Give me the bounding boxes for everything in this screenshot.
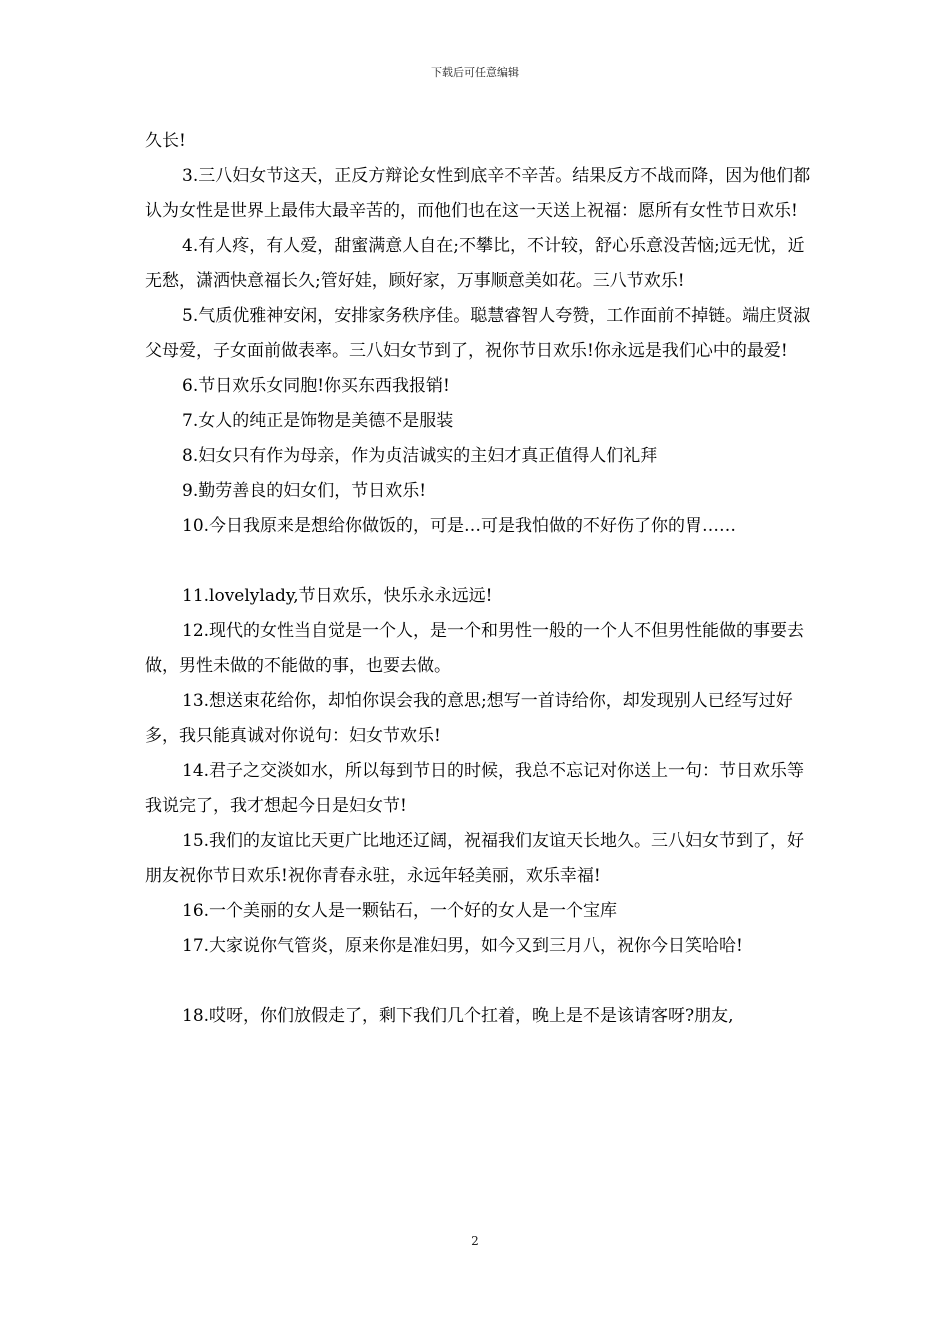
list-item-7: 7.女人的纯正是饰物是美德不是服装	[182, 411, 454, 431]
list-item-6: 6.节日欢乐女同胞!你买东西我报销!	[182, 376, 450, 396]
list-item-14: 14.君子之交淡如水，所以每到节日的时候，我总不忘记对你送上一句：节日欢乐等我说完了，我才想起今日是妇女节!	[145, 761, 805, 816]
list-item-10: 10.今日我原来是想给你做饭的，可是…可是我怕做的不好伤了你的胃……	[182, 516, 737, 536]
list-item-15: 15.我们的友谊比天更广比地还辽阔，祝福我们友谊天长地久。三八妇女节到了，好朋友祝你节日欢乐!祝你青春永驻，永远年轻美丽，欢乐幸福!	[145, 831, 805, 886]
list-item-8: 8.妇女只有作为母亲，作为贞洁诚实的主妇才真正值得人们礼拜	[182, 446, 658, 466]
list-item-9: 9.勤劳善良的妇女们，节日欢乐!	[182, 481, 427, 501]
list-item-11: 11.lovelylady,节日欢乐，快乐永永远远!	[182, 586, 493, 606]
list-item-16: 16.一个美丽的女人是一颗钻石，一个好的女人是一个宝库	[182, 901, 618, 921]
page-number: 2	[471, 1234, 479, 1248]
list-item-17: 17.大家说你气管炎，原来你是准妇男，如今又到三月八，祝你今日笑哈哈!	[182, 936, 743, 956]
list-item-12: 12.现代的女性当自觉是一个人，是一个和男性一般的一个人不但男性能做的事要去做，男性未做的不能做的事，也要去做。	[145, 621, 805, 676]
list-item-18: 18.哎呀，你们放假走了，剩下我们几个扛着，晚上是不是该请客呀?朋友,	[182, 1006, 734, 1026]
list-item-4: 4.有人疼，有人爱，甜蜜满意人自在;不攀比，不计较，舒心乐意没苦恼;远无忧，近无愁，潇洒快意福长久;管好娃，顾好家，万事顺意美如花。三八节欢乐!	[145, 236, 805, 291]
paragraph-continuation: 久长!	[145, 131, 186, 151]
list-item-3: 3.三八妇女节这天，正反方辩论女性到底辛不辛苦。结果反方不战而降，因为他们都认为女性是世界上最伟大最辛苦的，而他们也在这一天送上祝福：愿所有女性节日欢乐!	[145, 166, 811, 221]
page-header: 下载后可任意编辑	[431, 66, 519, 79]
document-body	[145, 124, 815, 1034]
list-item-13: 13.想送束花给你，却怕你误会我的意思;想写一首诗给你，却发现别人已经写过好多，我只能真诚对你说句：妇女节欢乐!	[145, 691, 793, 746]
list-item-5: 5.气质优雅神安闲，安排家务秩序佳。聪慧睿智人夸赞，工作面前不掉链。端庄贤淑父母爱，子女面前做表率。三八妇女节到了，祝你节日欢乐!你永远是我们心中的最爱!	[145, 306, 811, 361]
